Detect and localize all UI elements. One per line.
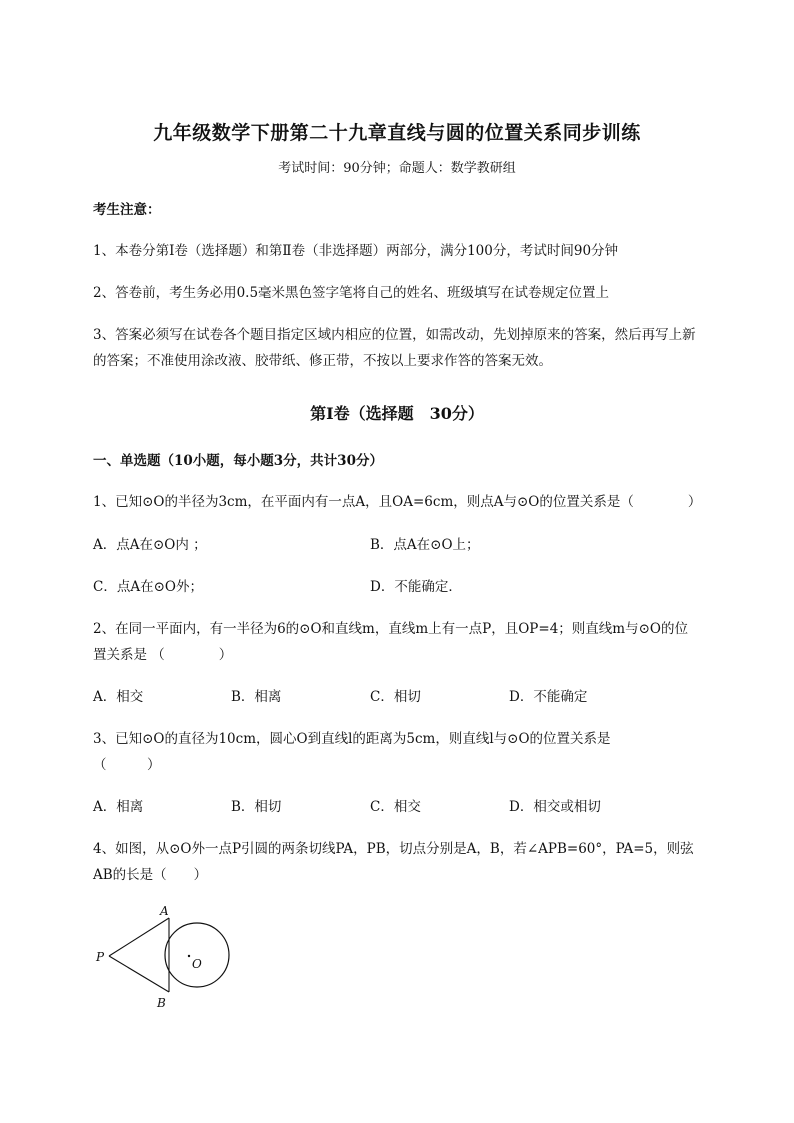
question-1-option-c[interactable]: C．点A在⊙O外； (93, 579, 203, 595)
question-2-option-c[interactable]: C．相切 (370, 689, 421, 705)
section-title: 第I卷（选择题 30分） (310, 404, 484, 423)
question-1-stem: 1、已知⊙O的半径为3cm，在平面内有一点A，且OA=6cm，则点A与⊙O的位置关系是（ ） (93, 494, 702, 510)
question-3-stem: 3、已知⊙O的直径为10cm，圆心O到直线l的距离为5cm，则直线l与⊙O的位置关系是 (93, 731, 611, 747)
question-1-option-b[interactable]: B．点A在⊙O上； (370, 537, 480, 553)
tangent-pa (109, 918, 169, 956)
question-4-stem: 4、如图，从⊙O外一点P引圆的两条切线PA，PB，切点分别是A，B，若∠APB=60°，PA=5，则弦 (93, 841, 694, 857)
tangent-pb (109, 956, 169, 992)
notice-item-2: 2、答卷前，考生务必用0.5毫米黑色签字笔将自己的姓名、班级填写在试卷规定位置上 (93, 285, 610, 301)
question-1-option-d[interactable]: D．不能确定． (370, 579, 462, 595)
center-point (188, 955, 190, 957)
notice-item-1: 1、本卷分第I卷（选择题）和第Ⅱ卷（非选择题）两部分，满分100分，考试时间90分钟 (93, 243, 619, 259)
label-b: B (157, 996, 166, 1010)
label-p: P (96, 950, 105, 964)
question-1-option-a[interactable]: A．点A在⊙O内 ； (93, 537, 207, 553)
circle-o (165, 923, 229, 987)
notice-item-3: 3、答案必须写在试卷各个题目指定区域内相应的位置，如需改动，先划掉原来的答案，然后再写上新 (93, 327, 696, 343)
notice-item-3-cont: 的答案；不准使用涂改液、胶带纸、修正带，不按以上要求作答的答案无效。 (93, 353, 552, 369)
question-2-stem: 2、在同一平面内，有一半径为6的⊙O和直线m，直线m上有一点P，且OP=4；则直线m与⊙O的位 (93, 621, 688, 637)
page-title: 九年级数学下册第二十九章直线与圆的位置关系同步训练 (153, 122, 641, 144)
question-2-option-a[interactable]: A．相交 (93, 689, 144, 705)
label-o: O (192, 957, 202, 971)
question-3-option-a[interactable]: A．相离 (93, 799, 144, 815)
question-3-option-d[interactable]: D．相交或相切 (509, 799, 601, 815)
question-2-stem-cont: 置关系是 （ ） (93, 647, 233, 663)
notice-heading: 考生注意： (93, 202, 161, 218)
question-2-option-d[interactable]: D．不能确定 (509, 689, 588, 705)
section-heading: 一、单选题（10小题，每小题3分，共计30分） (93, 453, 383, 469)
question-2-option-b[interactable]: B．相离 (231, 689, 282, 705)
exam-info: 考试时间：90分钟；命题人：数学教研组 (278, 161, 516, 176)
label-a: A (160, 904, 169, 918)
question-3-stem-cont: （ ） (93, 757, 161, 773)
question-3-option-c[interactable]: C．相交 (370, 799, 421, 815)
question-3-option-b[interactable]: B．相切 (231, 799, 282, 815)
question-4-stem-cont: AB的长是（ ） (93, 867, 208, 883)
tangent-figure (92, 900, 242, 1010)
